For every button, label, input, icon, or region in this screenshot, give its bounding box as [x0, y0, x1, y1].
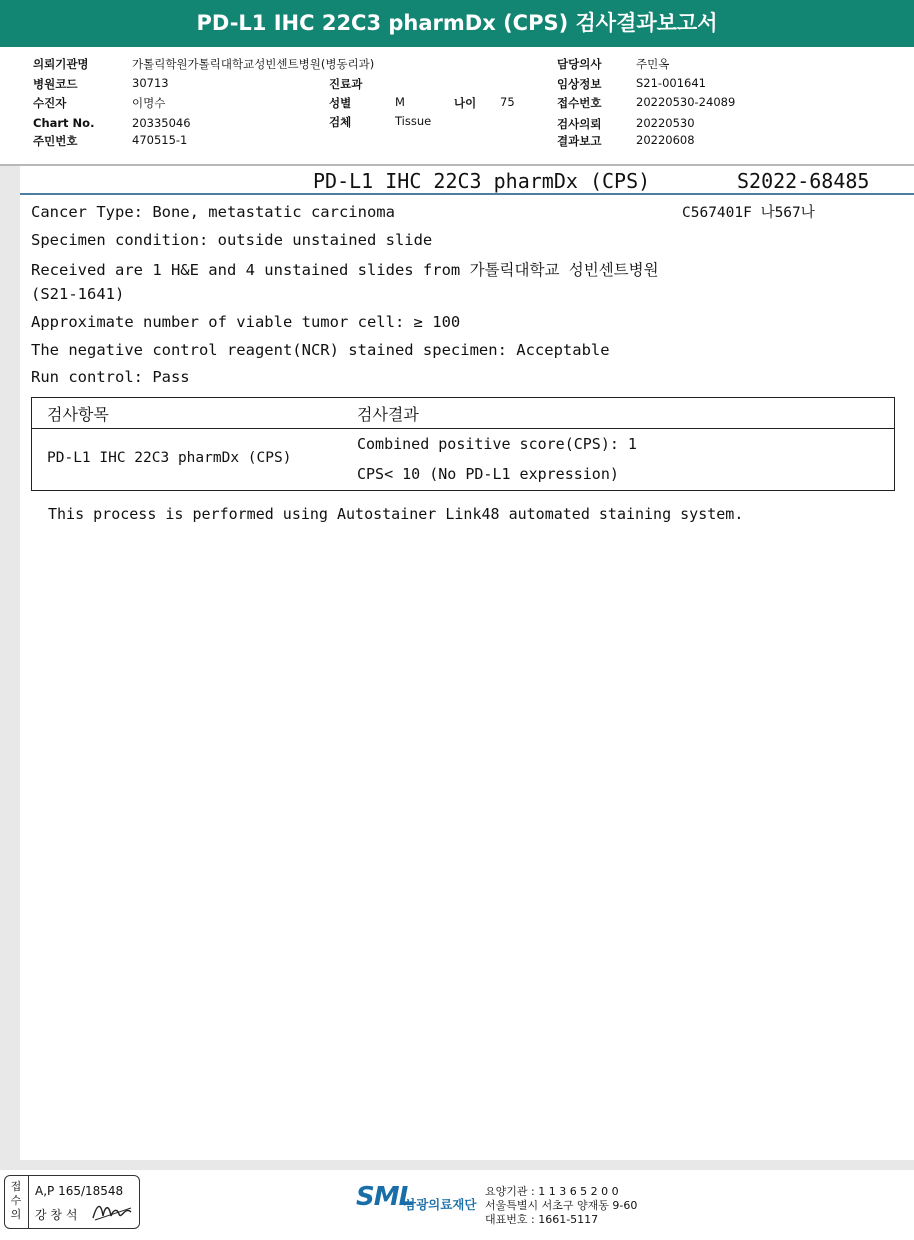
specimen-value: Tissue — [395, 114, 432, 128]
seal-label: 접수의 — [10, 1180, 22, 1221]
doctor-label: 담당의사 — [557, 57, 602, 71]
org-name: 삼광의료재단 — [404, 1197, 477, 1212]
slide-code: C567401F 나567나 — [682, 205, 815, 221]
table-header-result: 검사결과 — [357, 405, 419, 424]
request-value: 20220530 — [636, 116, 695, 130]
request-label: 검사의뢰 — [557, 117, 602, 131]
doctor-value: 주민옥 — [636, 57, 670, 71]
institution-row — [33, 56, 89, 72]
department-label: 진료과 — [329, 77, 363, 91]
table-header-item: 검사항목 — [47, 405, 109, 424]
left-margin — [0, 166, 20, 1160]
resident-value: 470515-1 — [132, 133, 188, 147]
report-title: PD-L1 IHC 22C3 pharmDx (CPS) 검사결과보고서 — [0, 0, 914, 47]
pathologist-box-divider — [28, 1176, 29, 1228]
table-item: PD-L1 IHC 22C3 pharmDx (CPS) — [47, 450, 292, 466]
signature-icon — [91, 1200, 135, 1224]
sex-value: M — [395, 95, 405, 109]
ap-number: A,P 165/18548 — [35, 1184, 124, 1198]
hospital-code-label: 병원코드 — [33, 77, 78, 91]
table-result-interpretation: CPS< 10 (No PD-L1 expression) — [357, 465, 619, 483]
recipient-value: 이명수 — [132, 96, 166, 110]
bottom-margin — [0, 1160, 914, 1170]
report-line: The negative control reagent(NCR) stained specimen: Acceptable — [31, 341, 610, 359]
age-label: 나이 — [454, 96, 477, 110]
org-address: 서울특별시 서초구 양재동 9-60 — [485, 1199, 638, 1212]
clinical-label: 임상정보 — [557, 77, 602, 91]
chart-value: 20335046 — [132, 116, 191, 130]
table-divider — [32, 428, 894, 429]
title-underline — [20, 193, 914, 195]
org-phone: 대표번호 : 1661-5117 — [485, 1213, 599, 1226]
pathologist-box — [4, 1175, 140, 1229]
report-line: Approximate number of viable tumor cell: ≥ 100 — [31, 313, 461, 331]
receipt-label: 접수번호 — [557, 96, 602, 110]
report-value: 20220608 — [636, 133, 695, 147]
institution-value: 가톨릭학원가톨릭대학교성빈센트병원(병동리과) — [132, 57, 375, 71]
chart-label: Chart No. — [33, 116, 95, 130]
specimen-label: 검체 — [329, 115, 352, 129]
sml-logo: SML — [356, 1182, 415, 1212]
process-note: This process is performed using Autostainer Link48 automated staining system. — [48, 505, 744, 523]
receipt-value: 20220530-24089 — [636, 95, 736, 109]
result-table — [31, 397, 895, 491]
institution-code: 요양기관 : 1 1 3 6 5 2 0 0 — [485, 1185, 619, 1198]
case-number: S2022-68485 — [737, 169, 870, 193]
header-divider — [0, 164, 914, 166]
institution-label: 의뢰기관명 — [33, 57, 89, 71]
resident-label: 주민번호 — [33, 134, 78, 148]
report-line: (S21-1641) — [31, 285, 125, 303]
report-line: Cancer Type: Bone, metastatic carcinoma — [31, 203, 395, 221]
report-line: Specimen condition: outside unstained slide — [31, 231, 433, 249]
clinical-value: S21-001641 — [636, 76, 706, 90]
report-label: 결과보고 — [557, 134, 602, 148]
report-line: Received are 1 H&E and 4 unstained slides from 가톨릭대학교 성빈센트병원 — [31, 261, 659, 279]
age-value: 75 — [500, 95, 515, 109]
test-title: PD-L1 IHC 22C3 pharmDx (CPS) — [313, 169, 651, 193]
report-line: Run control: Pass — [31, 368, 190, 386]
pathologist-name: 강 창 석 — [35, 1208, 78, 1222]
sex-label: 성별 — [329, 96, 352, 110]
table-result-cps: Combined positive score(CPS): 1 — [357, 435, 637, 453]
hospital-code-value: 30713 — [132, 76, 169, 90]
recipient-label: 수진자 — [33, 96, 67, 110]
